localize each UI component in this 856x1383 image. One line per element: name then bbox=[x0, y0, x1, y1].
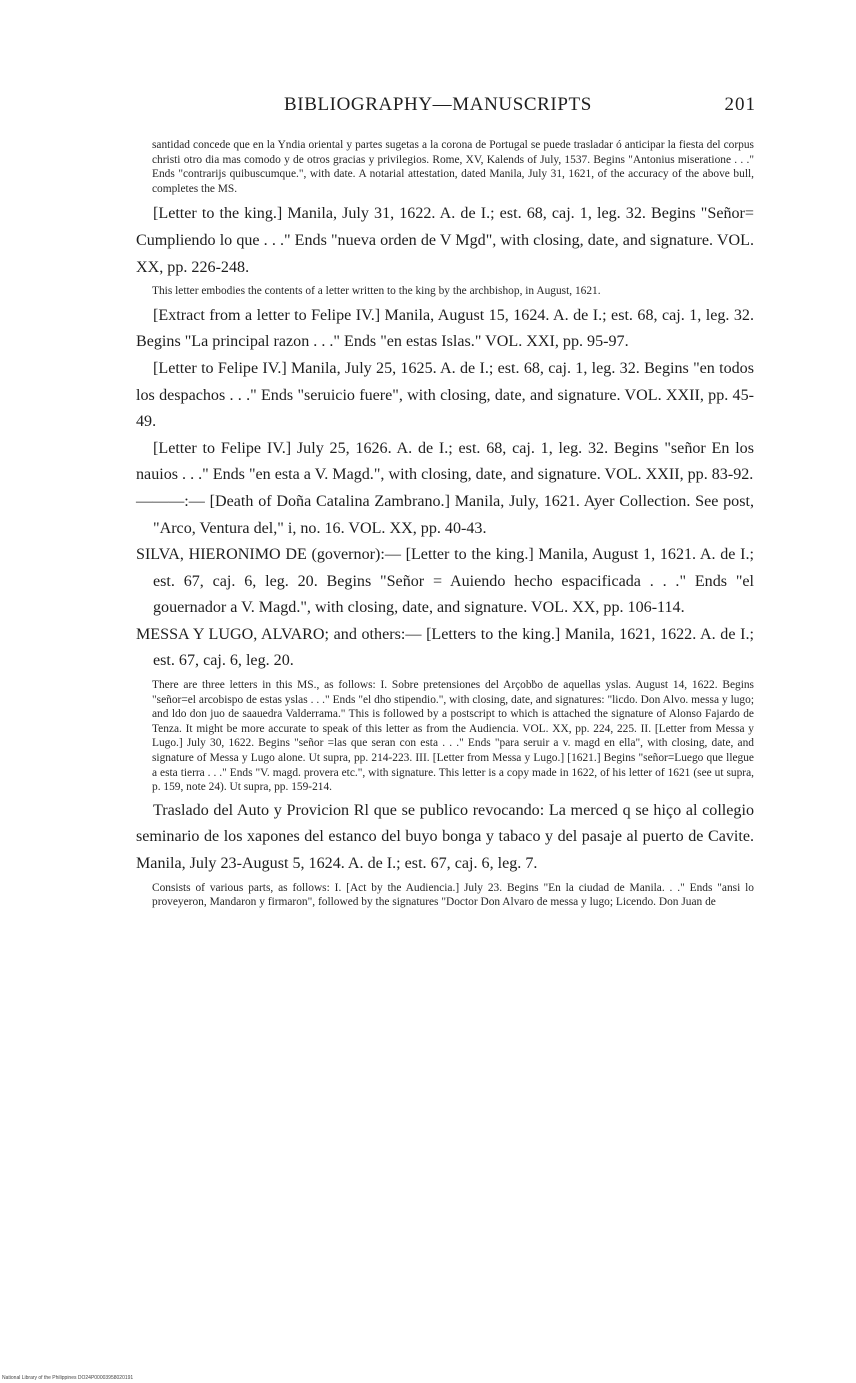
footer-credit: National Library of the Philippines DO24P00003958020191 bbox=[2, 1375, 134, 1381]
page-header bbox=[136, 94, 756, 120]
entry-extract-felipe-1624: [Extract from a letter to Felipe IV.] Manila, August 15, 1624. A. de I.; est. 68, caj. 1, leg. 32. Begins "La principal razon . . ." Ends "en estas Islas." VOL. XXI, pp. 95-97. bbox=[136, 306, 754, 351]
entry-death-zambrano: ———:— [Death of Doña Catalina Zambrano.] Manila, July, 1621. Ayer Collection. See post, "Arco, Ventura del," i, no. 16. VOL. XX, pp. 40-43. bbox=[136, 492, 754, 537]
page-number: 201 bbox=[724, 94, 756, 115]
entry-traslado-auto: Traslado del Auto y Provicion Rl que se publico revocando: La merced q se hiço al collegio seminario de los xapones del estanco del buyo bonga y tabaco y del pasaje al puerto de Cavite. Manila, July 23-August 5, 1624. A. de I.; est. 67, caj. 6, leg. 7. bbox=[136, 801, 754, 872]
page-body bbox=[136, 138, 754, 910]
entry-messa-y-lugo: MESSA Y LUGO, ALVARO; and others:— [Letters to the king.] Manila, 1621, 1622. A. de I.; est. 67, caj. 6, leg. 20. bbox=[136, 625, 754, 670]
entry-letter-king-1622: [Letter to the king.] Manila, July 31, 1622. A. de I.; est. 68, caj. 1, leg. 32. Begins "Señor= Cumpliendo lo que . . ." Ends "nueva orden de V Mgd", with closing, date, and signature. VOL. XX, pp. 226-248. bbox=[136, 205, 754, 276]
running-head: BIBLIOGRAPHY—MANUSCRIPTS bbox=[284, 94, 592, 115]
note-archbishop-letter: This letter embodies the contents of a letter written to the king by the archbishop, in August, 1621. bbox=[152, 285, 601, 298]
entry-silva-hieronimo: SILVA, HIERONIMO DE (governor):— [Letter to the king.] Manila, August 1, 1621. A. de I.; est. 67, caj. 6, leg. 20. Begins "Señor = Auiendo hecho espacificada . . ." Ends "el gouernador a V. Magd.", with closing, date, and signature. VOL. XX, pp. 106-114. bbox=[136, 546, 754, 617]
note-various-parts: Consists of various parts, as follows: I. [Act by the Audiencia.] July 23. Begins "En la ciudad de Manila. . ." Ends "ansi lo proveyeron, Mandaron y firmaron", followed by the signatures "Doctor Don Alvaro de messa y lugo; Licendo. Don Juan de bbox=[152, 881, 754, 909]
bull-description-continued: santidad concede que en la Yndia oriental y partes sugetas a la corona de Portugal se puede trasladar ó anticipar la fiesta del corpus christi otro dia mas comodo y de otros gracias y privilegios. Rome, XV, Kalends of July, 1537. Begins "Antonius miseratione . . ." Ends "contrarijs quibuscumque.", with date. A notarial attestation, dated Manila, July 31, 1621, of the accuracy of the above bull, completes the MS. bbox=[152, 139, 754, 195]
entry-letter-felipe-1625: [Letter to Felipe IV.] Manila, July 25, 1625. A. de I.; est. 68, caj. 1, leg. 32. Begins "en todos los despachos . . ." Ends "seruicio fuere", with closing, date, and signature. VOL. XXII, pp. 45-49. bbox=[136, 359, 754, 431]
entry-letter-felipe-1626: [Letter to Felipe IV.] July 25, 1626. A. de I.; est. 68, caj. 1, leg. 32. Begins "señor En los nauios . . ." Ends "en esta a V. Magd.", with closing, date, and signature. VOL. XXII, pp. 83-92. bbox=[136, 439, 754, 484]
note-three-letters: There are three letters in this MS., as follows: I. Sobre pretensiones del Arçobḃo de aquellas yslas. August 14, 1622. Begins "señor=el arcobispo de estas yslas . . ." Ends "el dho stipendio.", with closing, date, and signatures: "licdo. Don Alvo. messa y lugo; and ldo don juo de saauedra Valderrama." This is followed by a postscript to which is attached the signature of Alonso Fajardo de Tenza. It might be more accurate to speak of this letter as from the Audiencia. VOL. XX, pp. 224, 225. II. [Letter from Messa y Lugo.] July 30, 1622. Begins "señor =las que seran con esta . . ." Ends "para seruir a v. magd en ella", with closing, date, and signature of Messa y Lugo alone. Ut supra, pp. 214-223. III. [Letter from Messa y Lugo.] [1621.] Begins "señor=Luego que llegue a esta tierra . . ." Ends "V. magd. provera etc.", with signature. This letter is a copy made in 1622, of his letter of 1621 (see ut supra, p. 159, note 24). Ut supra, pp. 159-214. bbox=[152, 679, 754, 794]
